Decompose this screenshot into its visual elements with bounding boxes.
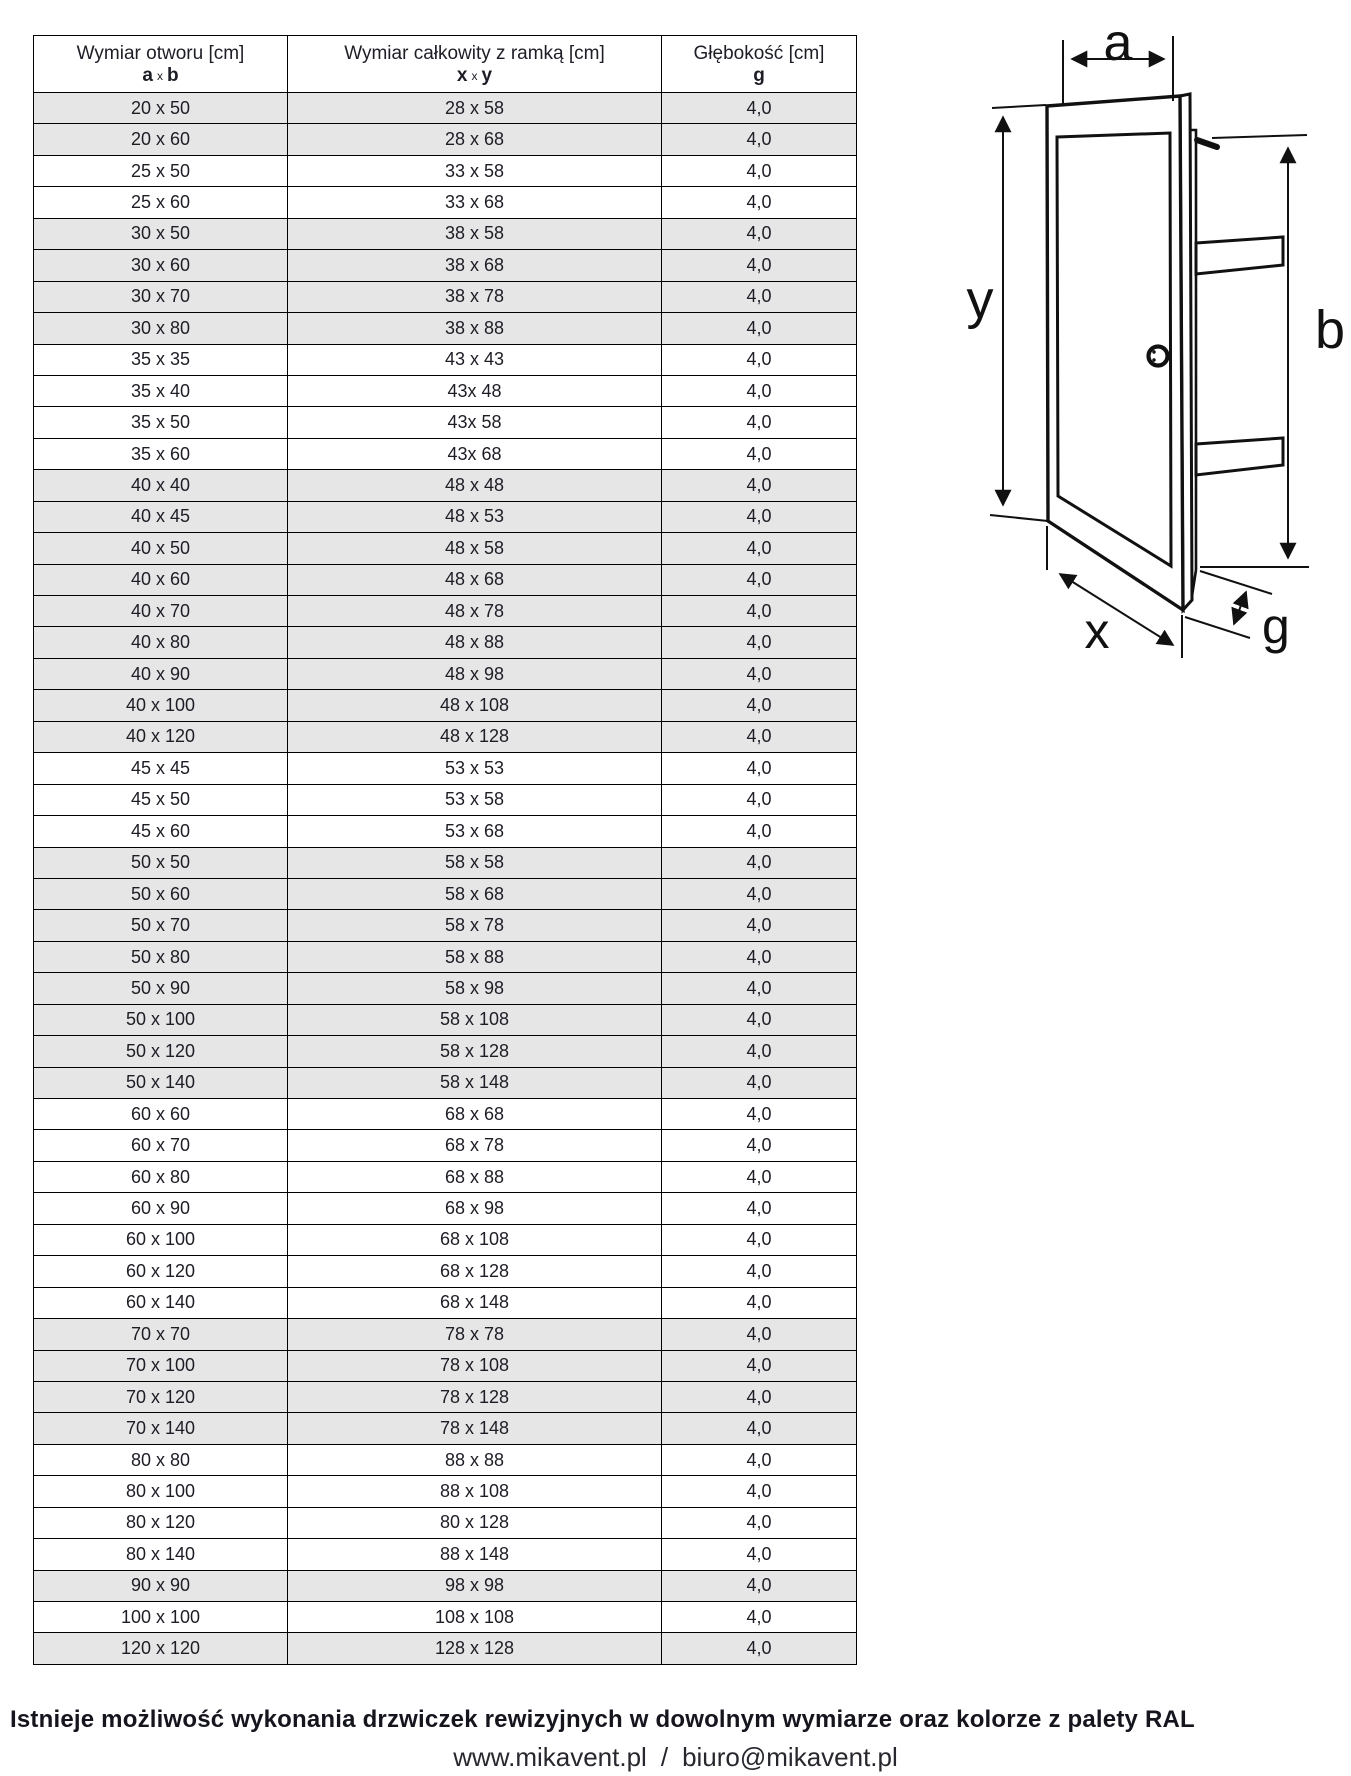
table-row [34,1507,857,1538]
table-cell: 4,0 [662,721,857,752]
table-cell: 50 x 90 [34,973,288,1004]
table-cell: 50 x 100 [34,1004,288,1035]
table-cell: 4,0 [662,1067,857,1098]
table-cell: 28 x 58 [288,93,662,124]
table-cell: 45 x 60 [34,816,288,847]
table-cell: 4,0 [662,1256,857,1287]
table-cell: 4,0 [662,375,857,406]
table-cell: 4,0 [662,93,857,124]
email-link[interactable]: biuro@mikavent.pl [682,1742,898,1772]
table-cell: 60 x 90 [34,1193,288,1224]
table-cell: 35 x 60 [34,438,288,469]
table-row [34,910,857,941]
table-cell: 60 x 140 [34,1287,288,1318]
lock-knob-icon [1149,347,1168,366]
table-row [34,281,857,312]
table-cell: 40 x 50 [34,533,288,564]
dimension-a-label: a [1103,18,1133,72]
table-cell: 50 x 60 [34,878,288,909]
col-header-depth [662,36,857,93]
table-cell: 70 x 70 [34,1319,288,1350]
table-cell: 78 x 78 [288,1319,662,1350]
dimension-x-label: x [1084,603,1110,659]
table-cell: 78 x 128 [288,1381,662,1412]
table-cell: 4,0 [662,1004,857,1035]
table-cell: 4,0 [662,1476,857,1507]
table-cell: 4,0 [662,313,857,344]
table-row [34,1319,857,1350]
col-subtitle: g [753,65,765,87]
header-row [34,36,857,93]
table-cell: 68 x 108 [288,1224,662,1255]
col-header-opening-size [34,36,288,93]
table-row [34,407,857,438]
table-cell: 40 x 40 [34,470,288,501]
mounting-tab-bottom [1196,438,1283,475]
dimension-b [1200,135,1309,567]
table-cell: 4,0 [662,1350,857,1381]
table-cell: 38 x 58 [288,218,662,249]
table-cell: 4,0 [662,1444,857,1475]
table-row [34,1256,857,1287]
table-row [34,941,857,972]
table-row [34,1570,857,1601]
table-cell: 20 x 60 [34,124,288,155]
size-table-header [34,36,857,93]
table-cell: 43 x 43 [288,344,662,375]
col-title: Wymiar całkowity z ramką [cm] [344,42,605,64]
size-table [33,35,857,1665]
table-cell: 90 x 90 [34,1570,288,1601]
table-row [34,1602,857,1633]
table-cell: 58 x 98 [288,973,662,1004]
table-row [34,438,857,469]
table-cell: 38 x 78 [288,281,662,312]
table-cell: 35 x 50 [34,407,288,438]
table-cell: 35 x 40 [34,375,288,406]
table-row [34,1287,857,1318]
access-door-diagram [880,18,1351,680]
table-row [34,344,857,375]
table-cell: 50 x 120 [34,1036,288,1067]
table-cell: 70 x 100 [34,1350,288,1381]
table-row [34,533,857,564]
col-title: Wymiar otworu [cm] [76,42,245,64]
table-row [34,1067,857,1098]
table-row [34,973,857,1004]
table-row [34,753,857,784]
table-cell: 4,0 [662,1381,857,1412]
table-cell: 50 x 140 [34,1067,288,1098]
table-cell: 80 x 128 [288,1507,662,1538]
table-row [34,564,857,595]
table-row [34,878,857,909]
table-cell: 4,0 [662,1036,857,1067]
table-cell: 4,0 [662,1507,857,1538]
table-cell: 40 x 45 [34,501,288,532]
table-cell: 4,0 [662,816,857,847]
table-cell: 40 x 80 [34,627,288,658]
table-row [34,124,857,155]
table-cell: 58 x 88 [288,941,662,972]
footer-separator: / [660,1742,669,1772]
table-cell: 88 x 88 [288,1444,662,1475]
table-cell: 48 x 98 [288,658,662,689]
table-cell: 70 x 140 [34,1413,288,1444]
table-cell: 78 x 108 [288,1350,662,1381]
table-cell: 4,0 [662,250,857,281]
table-cell: 98 x 98 [288,1570,662,1601]
table-cell: 58 x 58 [288,847,662,878]
table-cell: 4,0 [662,533,857,564]
table-cell: 25 x 60 [34,187,288,218]
table-cell: 4,0 [662,1633,857,1664]
table-cell: 4,0 [662,1319,857,1350]
footer [0,1742,1351,1773]
table-row [34,721,857,752]
table-cell: 4,0 [662,564,857,595]
table-cell: 38 x 88 [288,313,662,344]
table-cell: 48 x 48 [288,470,662,501]
table-row [34,658,857,689]
table-cell: 43x 48 [288,375,662,406]
table-cell: 4,0 [662,1287,857,1318]
table-cell: 4,0 [662,470,857,501]
col-header-total-size [288,36,662,93]
table-cell: 4,0 [662,124,857,155]
table-cell: 4,0 [662,344,857,375]
table-cell: 60 x 100 [34,1224,288,1255]
table-row [34,1539,857,1570]
table-row [34,816,857,847]
table-cell: 70 x 120 [34,1381,288,1412]
table-cell: 60 x 80 [34,1161,288,1192]
table-cell: 4,0 [662,1099,857,1130]
table-cell: 80 x 100 [34,1476,288,1507]
table-cell: 4,0 [662,658,857,689]
table-row [34,1350,857,1381]
table-cell: 68 x 98 [288,1193,662,1224]
table-row [34,501,857,532]
table-cell: 30 x 80 [34,313,288,344]
col-title: Głębokość [cm] [693,42,825,64]
table-cell: 4,0 [662,1130,857,1161]
table-cell: 68 x 68 [288,1099,662,1130]
table-cell: 4,0 [662,941,857,972]
table-cell: 80 x 140 [34,1539,288,1570]
table-cell: 40 x 60 [34,564,288,595]
table-cell: 28 x 68 [288,124,662,155]
table-row [34,155,857,186]
table-row [34,1099,857,1130]
table-cell: 68 x 78 [288,1130,662,1161]
table-cell: 40 x 100 [34,690,288,721]
table-cell: 4,0 [662,1602,857,1633]
table-cell: 68 x 128 [288,1256,662,1287]
table-row [34,1036,857,1067]
table-row [34,1004,857,1035]
table-cell: 4,0 [662,878,857,909]
table-cell: 48 x 128 [288,721,662,752]
table-cell: 4,0 [662,690,857,721]
table-cell: 68 x 148 [288,1287,662,1318]
table-cell: 53 x 68 [288,816,662,847]
size-table-body [34,93,857,1665]
table-cell: 4,0 [662,1224,857,1255]
table-row [34,1130,857,1161]
table-cell: 4,0 [662,1161,857,1192]
table-cell: 43x 68 [288,438,662,469]
table-cell: 60 x 70 [34,1130,288,1161]
table-row [34,250,857,281]
table-cell: 4,0 [662,973,857,1004]
table-cell: 4,0 [662,187,857,218]
mounting-tab-top [1196,237,1283,274]
table-row [34,313,857,344]
dimension-g [1185,571,1272,638]
table-cell: 30 x 60 [34,250,288,281]
table-cell: 25 x 50 [34,155,288,186]
website-link[interactable]: www.mikavent.pl [453,1742,647,1772]
table-cell: 4,0 [662,1193,857,1224]
table-cell: 48 x 108 [288,690,662,721]
table-row [34,596,857,627]
table-cell: 33 x 68 [288,187,662,218]
table-cell: 4,0 [662,438,857,469]
table-cell: 80 x 120 [34,1507,288,1538]
custom-size-note: Istnieje możliwość wykonania drzwiczek rewizyjnych w dowolnym wymiarze oraz kolorze z palety RAL [10,1706,1195,1733]
latch-icon [1197,140,1217,147]
table-row [34,690,857,721]
table-cell: 100 x 100 [34,1602,288,1633]
table-cell: 50 x 80 [34,941,288,972]
table-cell: 48 x 78 [288,596,662,627]
table-cell: 4,0 [662,910,857,941]
table-cell: 128 x 128 [288,1633,662,1664]
table-cell: 45 x 45 [34,753,288,784]
table-cell: 4,0 [662,596,857,627]
table-cell: 58 x 68 [288,878,662,909]
table-cell: 4,0 [662,753,857,784]
table-row [34,218,857,249]
table-row [34,1224,857,1255]
table-cell: 58 x 78 [288,910,662,941]
table-cell: 20 x 50 [34,93,288,124]
table-cell: 108 x 108 [288,1602,662,1633]
table-row [34,627,857,658]
table-cell: 4,0 [662,784,857,815]
table-cell: 88 x 108 [288,1476,662,1507]
table-cell: 4,0 [662,218,857,249]
table-cell: 4,0 [662,155,857,186]
table-row [34,187,857,218]
table-cell: 4,0 [662,627,857,658]
table-cell: 60 x 120 [34,1256,288,1287]
table-cell: 80 x 80 [34,1444,288,1475]
table-row [34,784,857,815]
table-cell: 4,0 [662,1539,857,1570]
table-cell: 58 x 108 [288,1004,662,1035]
table-cell: 58 x 128 [288,1036,662,1067]
table-cell: 30 x 50 [34,218,288,249]
table-cell: 58 x 148 [288,1067,662,1098]
table-cell: 60 x 60 [34,1099,288,1130]
table-cell: 53 x 53 [288,753,662,784]
table-row [34,1476,857,1507]
table-cell: 48 x 68 [288,564,662,595]
table-cell: 78 x 148 [288,1413,662,1444]
table-cell: 120 x 120 [34,1633,288,1664]
table-row [34,847,857,878]
table-cell: 4,0 [662,407,857,438]
table-cell: 4,0 [662,501,857,532]
table-row [34,375,857,406]
table-cell: 4,0 [662,281,857,312]
table-cell: 48 x 58 [288,533,662,564]
dimension-g-label: g [1262,598,1290,654]
table-cell: 88 x 148 [288,1539,662,1570]
table-cell: 40 x 90 [34,658,288,689]
table-cell: 40 x 120 [34,721,288,752]
table-cell: 4,0 [662,847,857,878]
table-row [34,470,857,501]
table-row [34,1193,857,1224]
table-row [34,1161,857,1192]
table-cell: 53 x 58 [288,784,662,815]
table-cell: 50 x 50 [34,847,288,878]
table-row [34,1381,857,1412]
table-row [34,1413,857,1444]
table-cell: 48 x 88 [288,627,662,658]
table-row [34,1633,857,1664]
table-cell: 30 x 70 [34,281,288,312]
table-cell: 43x 58 [288,407,662,438]
table-cell: 50 x 70 [34,910,288,941]
table-cell: 33 x 58 [288,155,662,186]
col-subtitle: xx y [456,65,493,87]
dimension-b-label: b [1315,300,1346,360]
table-cell: 40 x 70 [34,596,288,627]
table-row [34,1444,857,1475]
table-cell: 4,0 [662,1570,857,1601]
dimension-y-label: y [966,270,994,330]
table-cell: 45 x 50 [34,784,288,815]
table-cell: 38 x 68 [288,250,662,281]
col-subtitle: ax b [142,65,179,87]
table-row [34,93,857,124]
table-cell: 48 x 53 [288,501,662,532]
table-cell: 68 x 88 [288,1161,662,1192]
table-cell: 35 x 35 [34,344,288,375]
table-cell: 4,0 [662,1413,857,1444]
dimension-y [990,105,1048,521]
